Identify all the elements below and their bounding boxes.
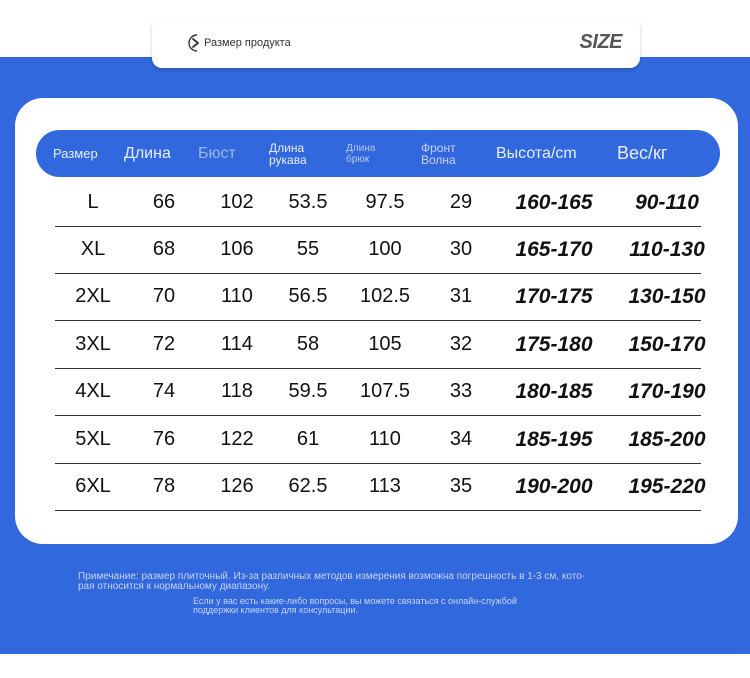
cell-size: 3XL (75, 333, 111, 355)
cell-front-wave: 30 (449, 238, 473, 260)
chevron-circle-icon (184, 32, 206, 54)
cell-front-wave: 33 (449, 380, 473, 402)
size-table-card (15, 98, 738, 544)
cell-height: 160-165 (515, 191, 593, 214)
cell-length: 66 (152, 191, 176, 213)
header-pants-length: Длина брюк (346, 142, 376, 165)
table-header (36, 130, 720, 177)
header-front-wave: Фронт Волна (421, 140, 456, 167)
cell-weight: 195-220 (628, 475, 706, 498)
cell-pants: 100 (368, 238, 402, 260)
support-line: поддержки клиентов для консультации. (193, 605, 358, 615)
cell-sleeve: 56.5 (288, 285, 328, 307)
note-text (78, 572, 658, 592)
size-label: SIZE (579, 31, 622, 53)
cell-pants: 110 (369, 428, 401, 450)
cell-length: 70 (152, 285, 176, 307)
header-length: Длина (124, 144, 171, 162)
header-height: Высота/cm (496, 144, 577, 162)
support-line: Если у вас есть какие-либо вопросы, вы можете связаться с онлайн-службой (193, 596, 517, 606)
cell-size: XL (80, 238, 106, 260)
cell-front-wave: 35 (449, 475, 473, 497)
cell-weight: 90-110 (635, 191, 699, 214)
cell-pants: 105 (368, 333, 402, 355)
cell-bust: 122 (220, 428, 254, 450)
title-bar (152, 18, 640, 68)
cell-height: 180-185 (515, 380, 593, 403)
cell-weight: 170-190 (628, 380, 706, 403)
support-text (193, 597, 613, 615)
cell-height: 175-180 (515, 333, 593, 356)
cell-pants: 97.5 (365, 191, 405, 213)
cell-pants: 113 (369, 475, 401, 497)
cell-height: 165-170 (515, 238, 593, 261)
cell-length: 68 (152, 238, 176, 260)
cell-weight: 110-130 (629, 238, 705, 261)
cell-front-wave: 29 (449, 191, 473, 213)
cell-height: 185-195 (515, 428, 593, 451)
cell-bust: 118 (221, 380, 253, 402)
cell-size: 4XL (75, 380, 111, 402)
cell-bust: 102 (220, 191, 254, 213)
cell-length: 74 (152, 380, 176, 402)
header-size: Размер (53, 146, 98, 161)
cell-sleeve: 61 (296, 428, 320, 450)
cell-size: 6XL (75, 475, 111, 497)
note-line: рая относится к нормальному диапазону. (78, 581, 270, 592)
table-row (55, 321, 706, 369)
cell-front-wave: 34 (449, 428, 473, 450)
cell-weight: 150-170 (628, 333, 706, 356)
cell-bust: 126 (220, 475, 254, 497)
cell-weight: 130-150 (628, 285, 706, 308)
cell-size: 2XL (75, 285, 111, 307)
cell-pants: 107.5 (359, 380, 411, 402)
cell-bust: 110 (221, 285, 253, 307)
header-weight: Вес/кг (617, 143, 668, 163)
note-line: Примечание: размер плиточный. Из-за различных методов измерения возможна погрешность в 1-3 см, кото- (78, 571, 586, 582)
cell-length: 72 (152, 333, 176, 355)
table-row (55, 226, 705, 274)
cell-sleeve: 53.5 (288, 191, 328, 213)
cell-front-wave: 32 (449, 333, 473, 355)
cell-length: 78 (152, 475, 176, 497)
table-row (55, 179, 701, 227)
cell-bust: 106 (220, 238, 254, 260)
table-row (55, 416, 706, 464)
table-row (55, 463, 706, 511)
header-sleeve-length: Длина рукава (269, 140, 307, 167)
cell-size: L (87, 191, 99, 213)
cell-front-wave: 31 (449, 285, 473, 307)
product-size-title: Размер продукта (204, 37, 291, 49)
cell-height: 170-175 (515, 285, 593, 308)
cell-sleeve: 55 (296, 238, 320, 260)
cell-sleeve: 62.5 (288, 475, 328, 497)
header-bust: Бюст (198, 144, 236, 162)
cell-bust: 114 (221, 333, 253, 355)
cell-pants: 102.5 (359, 285, 411, 307)
cell-sleeve: 59.5 (288, 380, 328, 402)
cell-size: 5XL (75, 428, 111, 450)
cell-weight: 185-200 (628, 428, 706, 451)
table-row (55, 273, 706, 321)
table-row (55, 368, 706, 416)
cell-length: 76 (152, 428, 176, 450)
cell-sleeve: 58 (296, 333, 320, 355)
cell-height: 190-200 (515, 475, 593, 498)
